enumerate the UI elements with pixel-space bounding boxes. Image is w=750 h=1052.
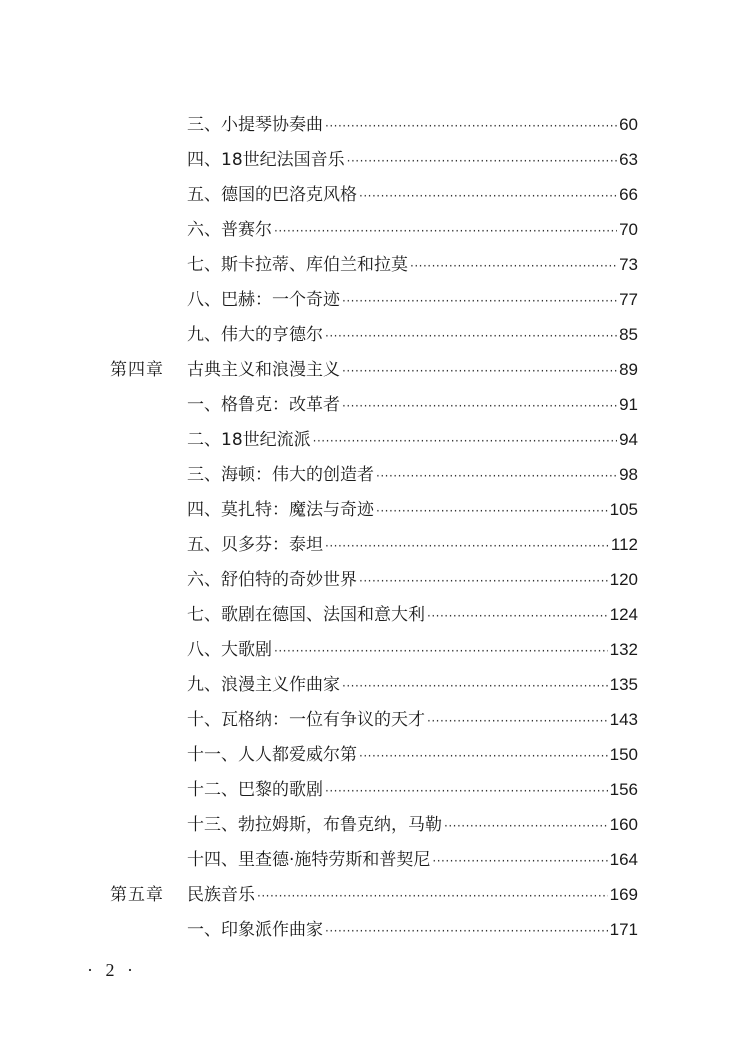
entry-title: 三、海顿：伟大的创造者 [187, 465, 374, 485]
toc-entry[interactable] [0, 778, 750, 814]
entry-title: 十三、勃拉姆斯，布鲁克纳，马勒 [187, 815, 442, 835]
toc-entry[interactable] [0, 883, 750, 919]
chapter-label: 第四章 [110, 360, 164, 380]
toc-entry[interactable] [0, 848, 750, 884]
page-folio: · 2 · [87, 960, 137, 980]
dot-leader [376, 499, 608, 523]
toc-entry[interactable] [0, 673, 750, 709]
entry-title: 古典主义和浪漫主义 [187, 360, 340, 380]
dot-leader [342, 394, 617, 418]
toc-entry[interactable] [0, 393, 750, 429]
entry-title: 民族音乐 [187, 885, 255, 905]
dot-leader [313, 429, 617, 453]
page-number: 169 [609, 885, 638, 904]
toc-entry[interactable] [0, 428, 750, 464]
toc-entry[interactable] [0, 218, 750, 254]
toc-entry[interactable] [0, 358, 750, 394]
entry-title: 九、伟大的亨德尔 [187, 325, 323, 345]
chapter-label: 第五章 [110, 885, 164, 905]
dot-leader [325, 534, 609, 558]
dot-leader [274, 639, 608, 663]
entry-title: 四、莫扎特：魔法与奇迹 [187, 500, 374, 520]
toc-entry[interactable] [0, 568, 750, 604]
dot-leader [427, 709, 608, 733]
dot-leader [325, 779, 608, 803]
dot-leader [347, 149, 617, 173]
toc-entry[interactable] [0, 463, 750, 499]
dot-leader [432, 849, 607, 873]
page-number: 132 [609, 640, 638, 659]
toc-entry[interactable] [0, 148, 750, 184]
entry-title: 十一、人人都爱威尔第 [187, 745, 357, 765]
dot-leader [325, 919, 608, 943]
page-number: 156 [609, 780, 638, 799]
page-number: 73 [619, 255, 638, 274]
page-number: 77 [619, 290, 638, 309]
entry-title: 九、浪漫主义作曲家 [187, 675, 340, 695]
toc-entry[interactable] [0, 638, 750, 674]
page-number: 150 [609, 745, 638, 764]
toc-entry[interactable] [0, 183, 750, 219]
dot-leader [359, 744, 608, 768]
toc-entry[interactable] [0, 323, 750, 359]
entry-title: 六、普赛尔 [187, 220, 272, 240]
dot-leader [359, 569, 608, 593]
toc-entry[interactable] [0, 708, 750, 744]
page-number: 143 [609, 710, 638, 729]
toc-entry[interactable] [0, 813, 750, 849]
entry-title: 一、印象派作曲家 [187, 920, 323, 940]
entry-title: 七、斯卡拉蒂、库伯兰和拉莫 [187, 255, 408, 275]
page-number: 112 [610, 535, 638, 554]
page-number: 60 [619, 115, 638, 134]
entry-title: 五、贝多芬：泰坦 [187, 535, 323, 555]
dot-leader [257, 884, 608, 908]
toc-entry[interactable] [0, 288, 750, 324]
toc-entry[interactable] [0, 253, 750, 289]
entry-title: 三、小提琴协奏曲 [187, 115, 323, 135]
toc-entry[interactable] [0, 918, 750, 954]
page-number: 63 [619, 150, 638, 169]
toc-entry[interactable] [0, 113, 750, 149]
entry-title: 十二、巴黎的歌剧 [187, 780, 323, 800]
dot-leader [359, 184, 617, 208]
toc-entry[interactable] [0, 533, 750, 569]
page-number: 120 [609, 570, 638, 589]
dot-leader [342, 674, 608, 698]
toc-entry[interactable] [0, 743, 750, 779]
page-number: 85 [619, 325, 638, 344]
entry-title: 七、歌剧在德国、法国和意大利 [187, 605, 425, 625]
dot-leader [410, 254, 617, 278]
entry-title: 八、巴赫：一个奇迹 [187, 290, 340, 310]
entry-title: 十、瓦格纳：一位有争议的天才 [187, 710, 425, 730]
dot-leader [342, 289, 617, 313]
page-number: 164 [609, 850, 638, 869]
page-number: 66 [619, 185, 638, 204]
entry-title: 五、德国的巴洛克风格 [187, 185, 357, 205]
entry-title: 四、18世纪法国音乐 [187, 150, 345, 170]
toc-entry[interactable] [0, 498, 750, 534]
page-number: 98 [619, 465, 638, 484]
page-number: 160 [609, 815, 638, 834]
dot-leader [274, 219, 617, 243]
dot-leader [444, 814, 608, 838]
entry-title: 十四、里查德·施特劳斯和普契尼 [187, 850, 431, 870]
toc-entry[interactable] [0, 603, 750, 639]
page-number: 171 [609, 920, 638, 939]
page-number: 89 [619, 360, 638, 379]
dot-leader [342, 359, 617, 383]
page-number: 70 [619, 220, 638, 239]
entry-title: 八、大歌剧 [187, 640, 272, 660]
page-number: 94 [619, 430, 638, 449]
dot-leader [325, 324, 617, 348]
page-number: 105 [609, 500, 638, 519]
dot-leader [427, 604, 608, 628]
dot-leader [376, 464, 617, 488]
page-number: 135 [609, 675, 638, 694]
page-number: 124 [609, 605, 638, 624]
entry-title: 六、舒伯特的奇妙世界 [187, 570, 357, 590]
entry-title: 一、格鲁克：改革者 [187, 395, 340, 415]
dot-leader [325, 114, 617, 138]
page-number: 91 [619, 395, 638, 414]
entry-title: 二、18世纪流派 [187, 430, 311, 450]
